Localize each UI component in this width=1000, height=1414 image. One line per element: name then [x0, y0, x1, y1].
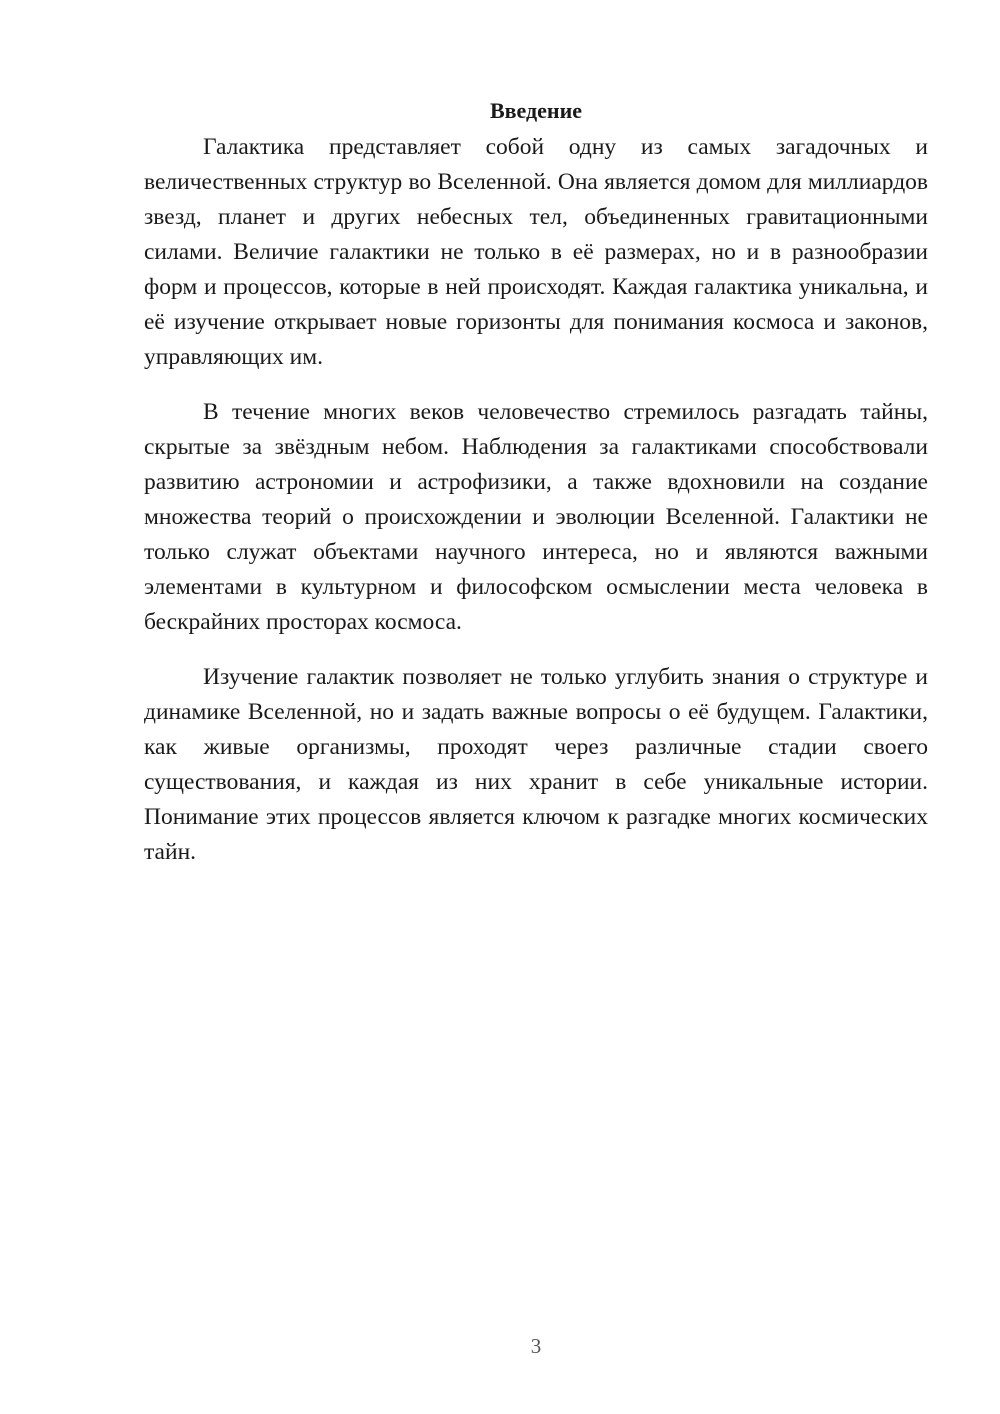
paragraph-1: Галактика представляет собой одну из самых загадочных и величественных структур во Вселенной. Она является домом для миллиардов звезд, планет и других небесных тел, объединенных гравитационными силами. Величие галактики не только в её размерах, но и в разнообразии форм и процессов, которые в ней происходят. Каждая галактика уникальна, и её изучение открывает новые горизонты для понимания космоса и законов, управляющих им.	[144, 134, 928, 370]
paragraph-3: Изучение галактик позволяет не только углубить знания о структуре и динамике Вселенной, но и задать важные вопросы о её будущем. Галактики, как живые организмы, проходят через различные стадии своего существования, и каждая из них хранит в себе уникальные истории. Понимание этих процессов является ключом к разгадке многих космических тайн.	[144, 664, 928, 865]
section-heading: Введение	[489, 98, 583, 123]
page-number: 3	[530, 1334, 542, 1358]
paragraph-2: В течение многих веков человечество стремилось разгадать тайны, скрытые за звёздным небом. Наблюдения за галактиками способствовали развитию астрономии и астрофизики, а также вдохновили на создание множества теорий о происхождении и эволюции Вселенной. Галактики не только служат объектами научного интереса, но и являются важными элементами в культурном и философском осмыслении места человека в бескрайних просторах космоса.	[144, 399, 928, 635]
page-content	[144, 96, 928, 890]
